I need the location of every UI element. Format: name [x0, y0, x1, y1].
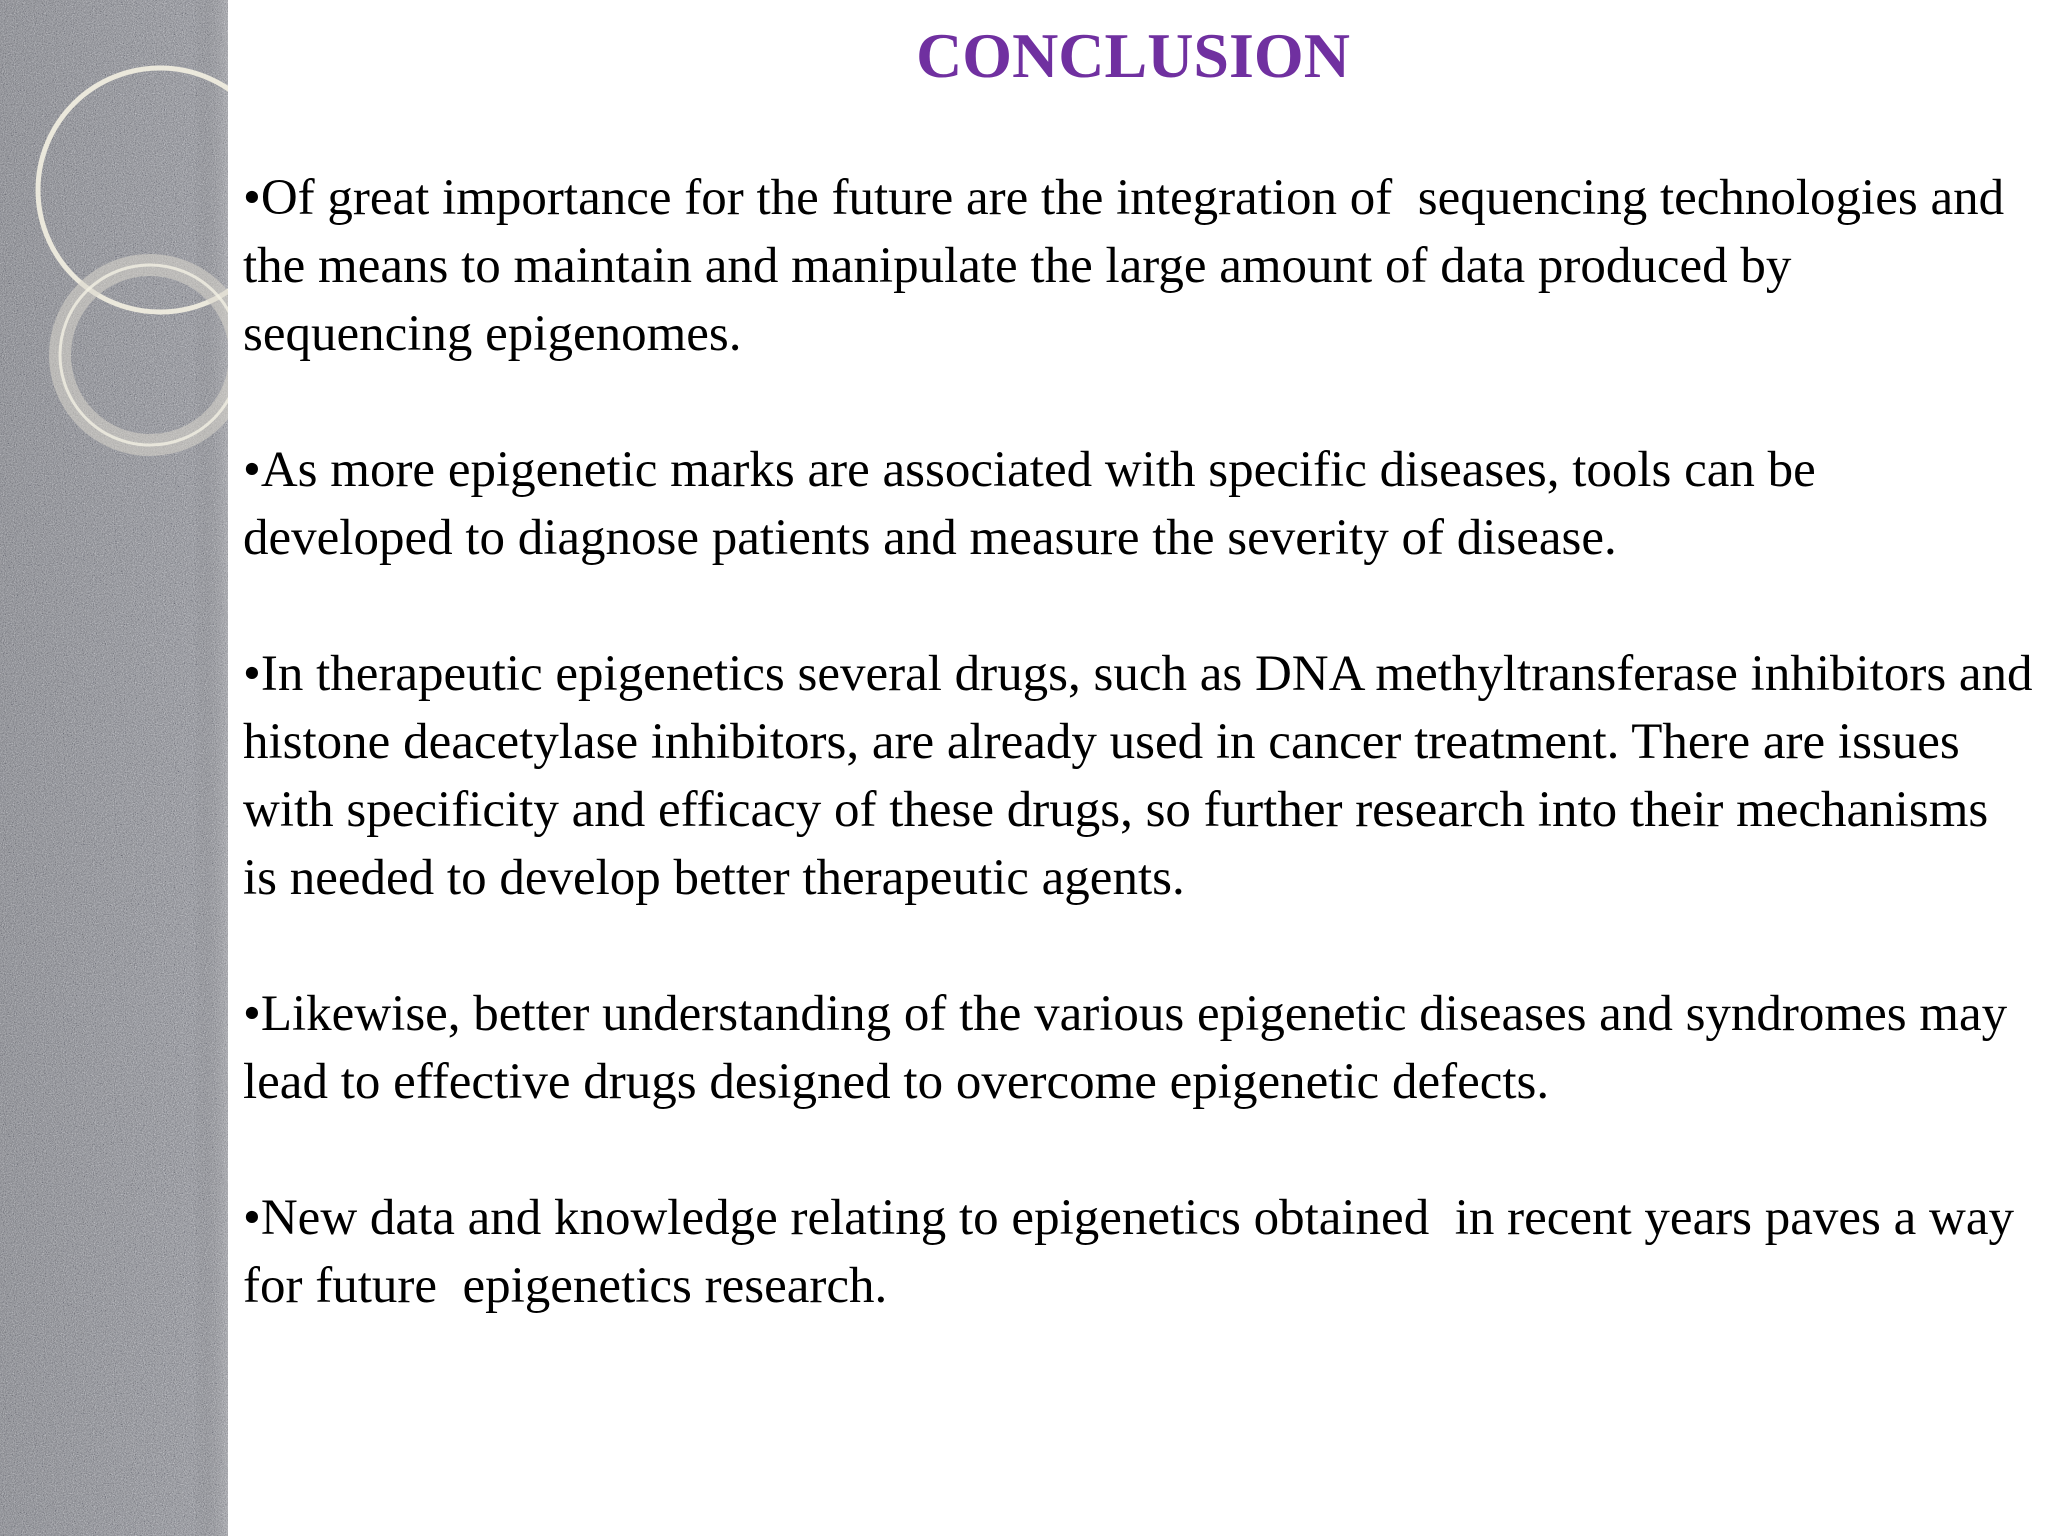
bullet-list: [243, 164, 2046, 1388]
bullet-point-diagnostics: •As more epigenetic marks are associated with specific diseases, tools can be developed to diagnose patients and measure the severity of disease.: [243, 442, 1829, 566]
bullet-point-diseases: •Likewise, better understanding of the various epigenetic diseases and syndromes may lead to effective drugs designed to overcome epigenetic defects.: [243, 986, 2020, 1110]
bullet-point-therapeutics: •In therapeutic epigenetics several drugs, such as DNA methyltransferase inhibitors and histone deacetylase inhibitors, are already used in cancer treatment. There are issues with specificity and efficacy of these drugs, so further research into their mechanisms is needed to develop better therapeutic agents.: [243, 646, 2046, 906]
decorative-granite-band: [0, 0, 228, 1536]
granite-texture-graphic: [0, 0, 228, 1536]
slide-title: CONCLUSION: [916, 20, 1350, 91]
bullet-point-research: •New data and knowledge relating to epigenetics obtained in recent years paves a way for future epigenetics research.: [243, 1190, 2027, 1314]
bullet-point-integration: •Of great importance for the future are the integration of sequencing technologies and the means to maintain and manipulate the large amount of data produced by sequencing epigenomes.: [243, 170, 2017, 362]
